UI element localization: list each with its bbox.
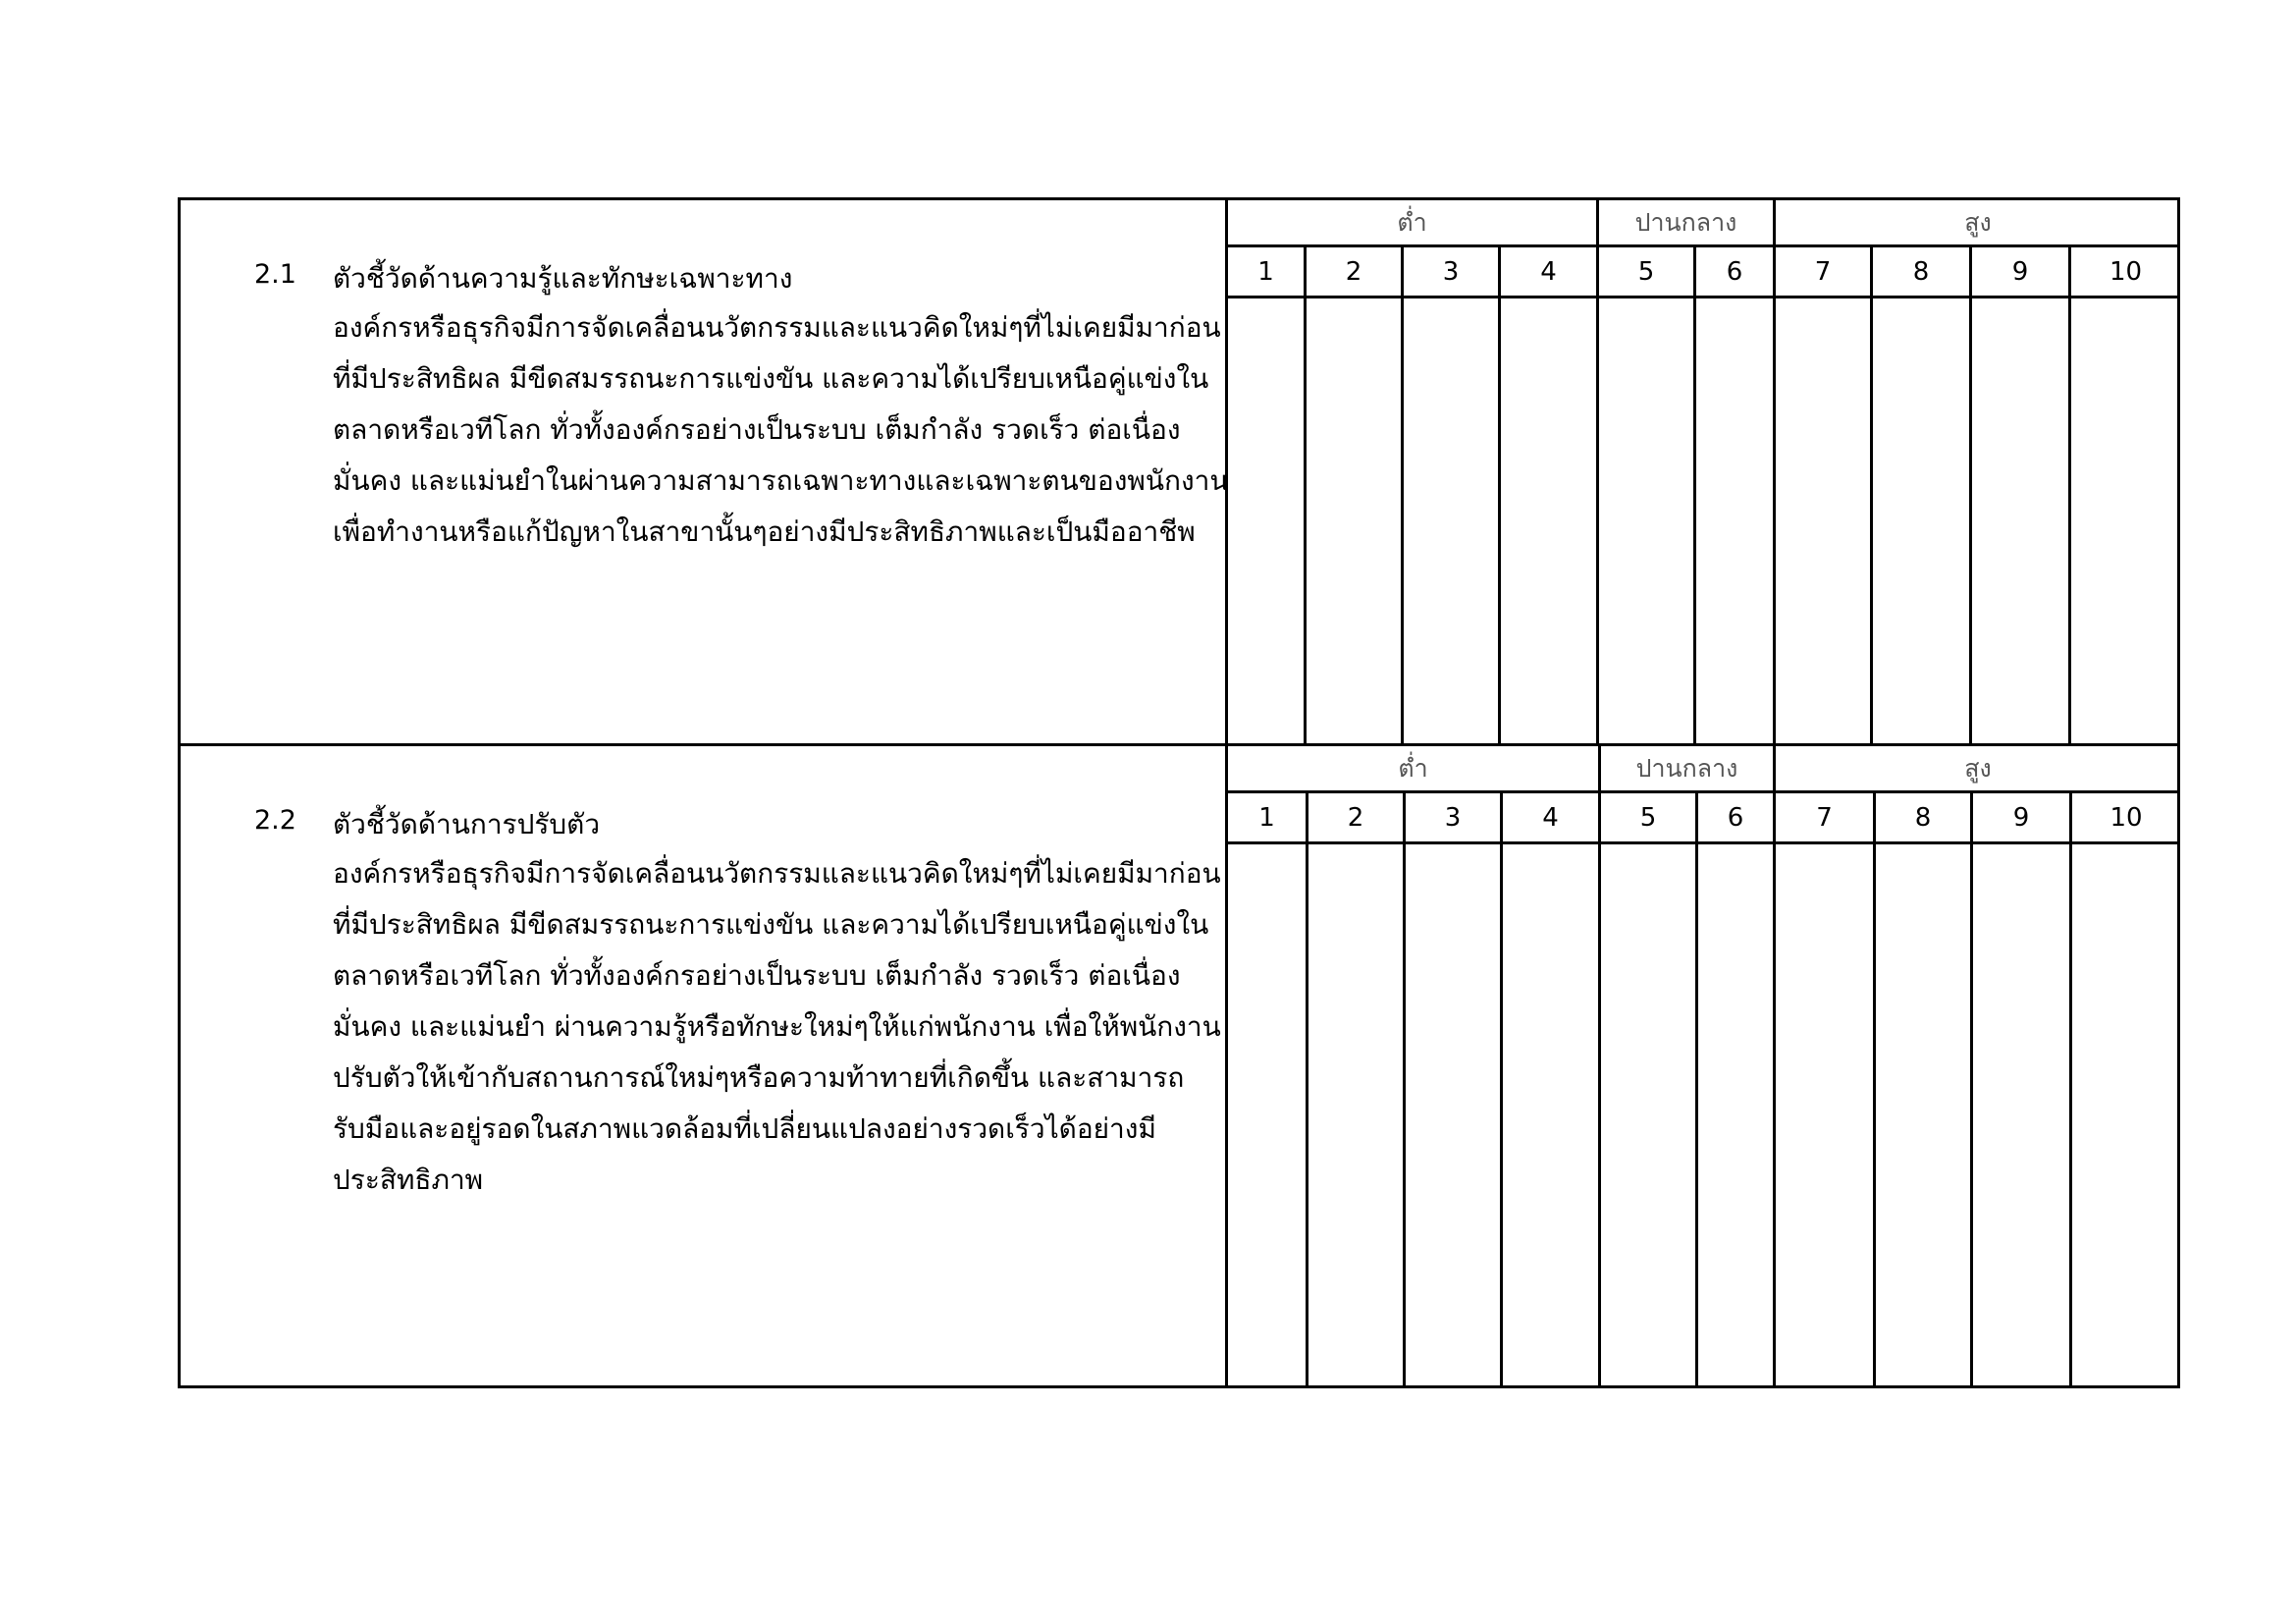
scale-number-6: 6 <box>1696 247 1776 296</box>
rating-cell[interactable] <box>1973 844 2072 1388</box>
indicator-title: ตัวชี้วัดด้านความรู้และทักษะเฉพาะทาง <box>333 262 793 295</box>
scale-number-9: 9 <box>1972 247 2071 296</box>
indicator-description <box>181 746 1228 1388</box>
scale-group-high: สูง <box>1964 208 1992 237</box>
rating-cell[interactable] <box>1876 844 1973 1388</box>
scale-number-10: 10 <box>2109 803 2143 833</box>
rating-cell[interactable] <box>1307 298 1404 743</box>
rating-cells-row <box>1228 298 2177 743</box>
description-line: รับมือและอยู่รอดในสภาพแวดล้อมที่เปลี่ยนแปลงอย่างรวดเร็วได้อย่างมี <box>333 1112 1156 1145</box>
rating-cell[interactable] <box>2071 298 2180 743</box>
description-line: องค์กรหรือธุรกิจมีการจัดเคลื่อนนวัตกรรมและแนวคิดใหม่ๆที่ไม่เคยมีมาก่อน <box>333 857 1221 890</box>
scale-number-5: 5 <box>1601 793 1698 841</box>
rating-cell[interactable] <box>1972 298 2071 743</box>
scale-number-3: 3 <box>1406 793 1503 841</box>
scale-number-7: 7 <box>1776 247 1873 296</box>
description-line: ที่มีประสิทธิผล มีขีดสมรรถนะการแข่งขัน และความได้เปรียบเหนือคู่แข่งใน <box>333 362 1209 395</box>
rating-cell[interactable] <box>1776 298 1873 743</box>
rating-cell[interactable] <box>1228 844 1308 1388</box>
indicator-section-2-2 <box>181 746 2177 1388</box>
description-line: ตลาดหรือเวทีโลก ทั่วทั้งองค์กรอย่างเป็นระบบ เต็มกำลัง รวดเร็ว ต่อเนื่อง <box>333 959 1181 992</box>
scale-number-8: 8 <box>1873 247 1972 296</box>
scale-number-5: 5 <box>1599 247 1696 296</box>
description-line: ที่มีประสิทธิผล มีขีดสมรรถนะการแข่งขัน และความได้เปรียบเหนือคู่แข่งใน <box>333 908 1209 941</box>
scale-number-2: 2 <box>1307 247 1404 296</box>
scale-group-low: ต่ำ <box>1228 200 1599 244</box>
rating-cell[interactable] <box>1228 298 1307 743</box>
scale-group-row <box>1228 746 2177 793</box>
indicator-number: 2.1 <box>254 259 296 290</box>
scale-group-high: สูง <box>1964 754 1992 783</box>
rating-cell[interactable] <box>1696 298 1776 743</box>
scale-number-row <box>1228 247 2177 298</box>
description-line: ประสิทธิภาพ <box>333 1164 484 1196</box>
description-line: องค์กรหรือธุรกิจมีการจัดเคลื่อนนวัตกรรมและแนวคิดใหม่ๆที่ไม่เคยมีมาก่อน <box>333 311 1221 344</box>
scale-number-8: 8 <box>1876 793 1973 841</box>
scale-number-4: 4 <box>1501 247 1599 296</box>
scale-group-medium: ปานกลาง <box>1599 200 1776 244</box>
description-line: มั่นคง และแม่นยำ ผ่านความรู้หรือทักษะใหม่ๆให้แก่พนักงาน เพื่อให้พนักงาน <box>333 1010 1221 1043</box>
rating-cell[interactable] <box>1406 844 1503 1388</box>
rating-cells-row <box>1228 844 2177 1388</box>
rating-scale <box>1228 746 2177 1388</box>
rating-cell[interactable] <box>2072 844 2180 1388</box>
scale-number-7: 7 <box>1776 793 1876 841</box>
scale-number-10: 10 <box>2109 257 2143 287</box>
rating-cell[interactable] <box>1308 844 1406 1388</box>
indicator-section-2-1 <box>181 200 2177 746</box>
rating-cell[interactable] <box>1404 298 1501 743</box>
scale-group-medium: ปานกลาง <box>1601 746 1776 790</box>
description-line: มั่นคง และแม่นยำในผ่านความสามารถเฉพาะทางและเฉพาะตนของพนักงาน <box>333 464 1229 497</box>
indicator-description <box>181 200 1228 743</box>
rating-cell[interactable] <box>1776 844 1876 1388</box>
scale-number-3: 3 <box>1404 247 1501 296</box>
indicator-number: 2.2 <box>254 805 296 836</box>
rating-cell[interactable] <box>1601 844 1698 1388</box>
description-line: ตลาดหรือเวทีโลก ทั่วทั้งองค์กรอย่างเป็นระบบ เต็มกำลัง รวดเร็ว ต่อเนื่อง <box>333 413 1181 446</box>
scale-number-1: 1 <box>1228 793 1308 841</box>
scale-number-6: 6 <box>1698 793 1776 841</box>
scale-group-row <box>1228 200 2177 247</box>
scale-number-9: 9 <box>1973 793 2072 841</box>
description-line: เพื่อทำงานหรือแก้ปัญหาในสาขานั้นๆอย่างมีประสิทธิภาพและเป็นมืออาชีพ <box>333 515 1196 548</box>
scale-number-2: 2 <box>1308 793 1406 841</box>
scale-number-row <box>1228 793 2177 844</box>
rating-cell[interactable] <box>1501 298 1599 743</box>
rating-scale <box>1228 200 2177 743</box>
rating-cell[interactable] <box>1599 298 1696 743</box>
rating-cell[interactable] <box>1873 298 1972 743</box>
scale-group-low: ต่ำ <box>1228 746 1601 790</box>
indicator-rating-table <box>178 197 2180 1388</box>
scale-number-1: 1 <box>1228 247 1307 296</box>
rating-cell[interactable] <box>1503 844 1601 1388</box>
indicator-title: ตัวชี้วัดด้านการปรับตัว <box>333 808 601 840</box>
scale-number-4: 4 <box>1503 793 1601 841</box>
description-line: ปรับตัวให้เข้ากับสถานการณ์ใหม่ๆหรือความท้าทายที่เกิดขึ้น และสามารถ <box>333 1061 1185 1094</box>
rating-cell[interactable] <box>1698 844 1776 1388</box>
